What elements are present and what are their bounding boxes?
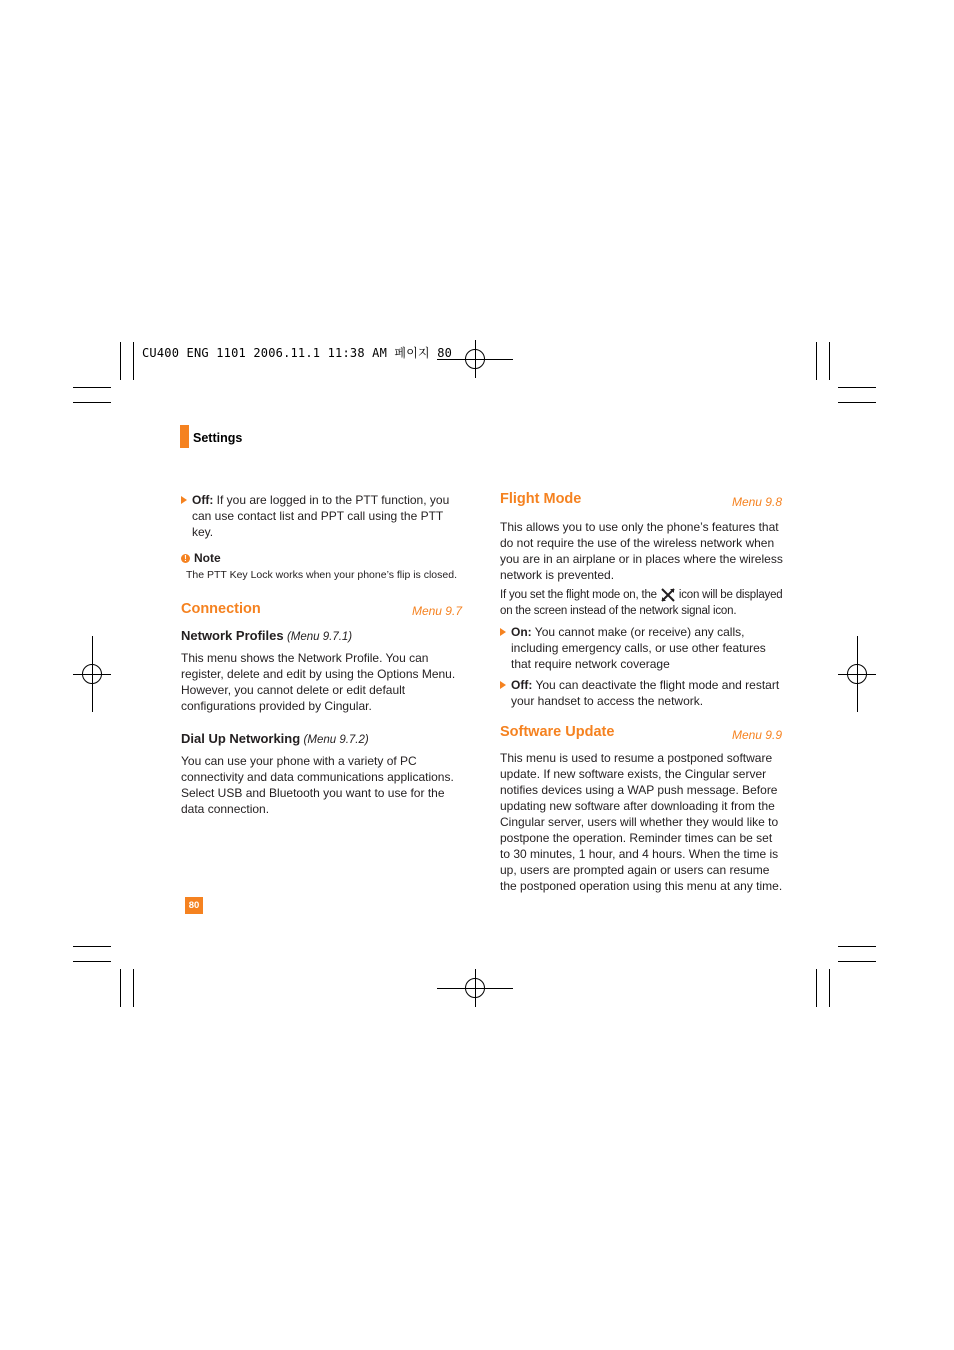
off-bullet: Off: You can deactivate the flight mode and restart your handset to access the network. [500,677,783,709]
software-update-text: This menu is used to resume a postponed software update. If new software exists, the Cingular server notifies devices using a WAP push message. Before updating new software after downloading it from the Cingular server, users will whether they would like to postpone the operation. Reminder times can be set to 30 minutes, 1 hour, and 4 hours. When the time is up, users are prompted again or users can resume the postponed operation using this menu at any time. [500,751,783,893]
page-number: 80 [185,897,203,914]
flight-mode-heading: Flight Mode [500,491,582,507]
flight-mode-intro: This allows you to use only the phone’s features that do not require the use of the wireless network when you are in an airplane or in places where the wireless network is prevented. [500,520,783,582]
bullet-arrow-icon [500,681,506,689]
airplane-icon [660,588,676,602]
network-profiles-text: This menu shows the Network Profile. You can register, delete and edit by using the Options Menu. However, you cannot delete or edit default configurations provided by Cingular. [181,651,456,713]
software-update-menu-ref: Menu 9.9 [731,728,782,742]
section-marker [180,425,189,448]
right-column [500,491,783,894]
left-column [181,492,464,817]
note-title: Note [194,551,221,565]
flight-mode-icon-text: If you set the flight mode on, the icon will be displayed on the screen instead of the network signal icon. [500,589,783,617]
dial-up-heading: Dial Up Networking (Menu 9.7.2) [181,731,369,746]
note-text: The PTT Key Lock works when your phone’s flip is closed. [186,569,457,581]
flight-mode-menu-ref: Menu 9.8 [731,495,782,509]
off-bullet: Off: If you are logged in to the PTT function, you can use contact list and PPT call using the PTT key. [181,492,464,540]
connection-menu-ref: Menu 9.7 [411,604,462,618]
software-update-heading: Software Update [500,724,615,740]
dial-up-text: You can use your phone with a variety of PC connectivity and data communications applications. Select USB and Bluetooth you want to use for the data connection. [181,754,454,816]
bullet-arrow-icon [181,496,187,504]
section-title: Settings [193,431,243,445]
note-icon: ! [181,554,190,563]
on-bullet: On: You cannot make (or receive) any calls, including emergency calls, or use other features that require network coverage [500,624,783,672]
bullet-arrow-icon [500,628,506,636]
connection-heading: Connection [181,601,261,617]
print-slug: CU400 ENG 1101 2006.11.1 11:38 AM 페이지 80 [142,346,453,360]
network-profiles-heading: Network Profiles (Menu 9.7.1) [181,628,353,643]
note [181,550,464,582]
